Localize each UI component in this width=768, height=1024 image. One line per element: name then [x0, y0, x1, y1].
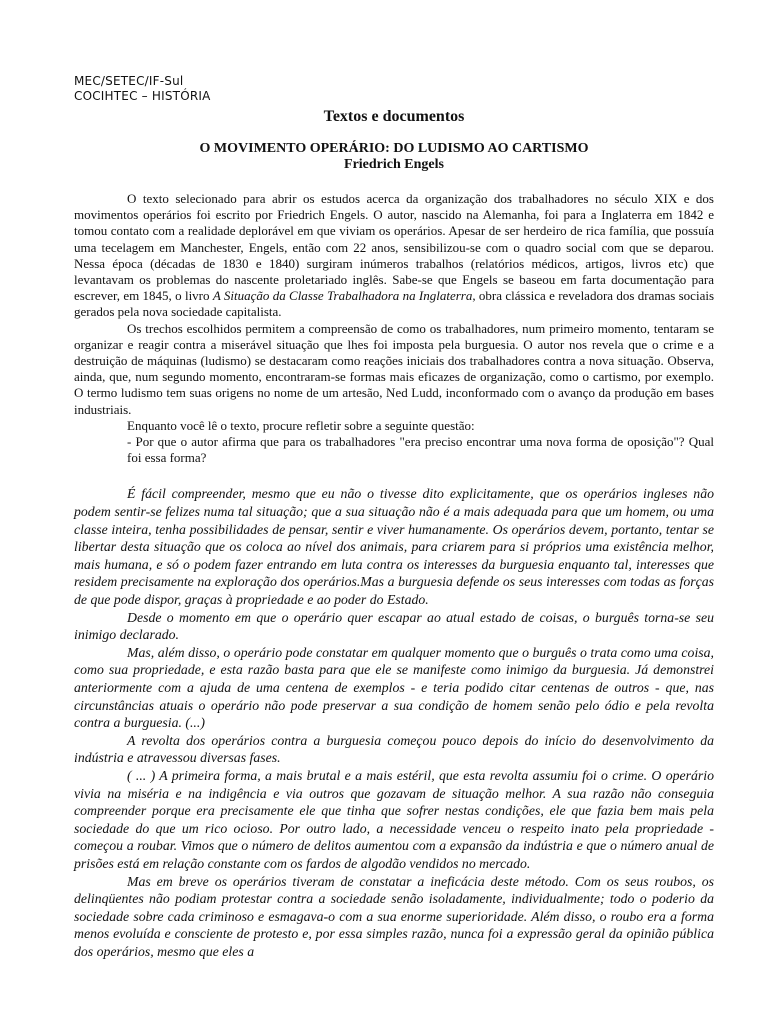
book-title: A Situação da Classe Trabalhadora na Inglaterra: [212, 288, 473, 304]
excerpt-paragraph: ( ... ) A primeira forma, a mais brutal e a mais estéril, que esta revolta assumiu foi o crime. O operário vivia na miséria e na indigência e via outros que gozavam de situação melhor. A sua razão não conseguia compreender porque era precisamente ele que tinha que sofrer nestas condições, ele que fazia bem mais pela sociedade do que um rico ocioso. Por outro lado, a necessidade venceu o respeito inato pela propriedade - começou a roubar. Vimos que o número de delitos aumentou com a expansão da indústria e que o número anual de prisões está em relação constante com os fardos de algodão vendidos no mercado.: [74, 767, 714, 871]
intro-paragraph: Os trechos escolhidos permitem a compreensão de como os trabalhadores, num primeiro momento, tentaram se organizar e reagir contra a miserável situação que lhes foi imposta pela burguesia. O autor nos revela que o crime e a destruição de máquinas (ludismo) se destacaram como reações iniciais dos trabalhadores contra a nova situação. Observa, ainda, que, num segundo momento, encontraram-se formas mais eficazes de organização, como o cartismo, por exemplo. O termo ludismo tem suas origens no nome de um artesão, Ned Ludd, inconformado com o avanço da produção em bases industriais.: [74, 320, 714, 417]
excerpt-section: [74, 485, 714, 960]
intro-text: O texto selecionado para abrir os estudos acerca da organização dos trabalhadores no século XIX e dos movimentos operários foi escrito por Friedrich Engels. O autor, nascido na Alemanha, foi para a Inglaterra em 1842 e tomou contato com a realidade deplorável em que viviam os operários. Apesar de ser herdeiro de rica família, que possuía uma tecelagem em Manchester, Engels, então com 22 anos, sensibilizou-se com o quadro social com que se deparou. Nessa época (décadas de 1830 e 1840) surgiram inúmeros trabalhos (relatórios médicos, artigos, livros etc) que levantavam os problemas do nascente proletariado inglês. Sabe-se que Engels se baseou em farta documentação para escrever, em 1845, o livro: [74, 191, 714, 304]
excerpt-paragraph: Desde o momento em que o operário quer escapar ao atual estado de coisas, o burguês torna-se seu inimigo declarado.: [74, 609, 714, 643]
intro-paragraph: Enquanto você lê o texto, procure refletir sobre a seguinte questão:: [127, 417, 475, 433]
excerpt-paragraph: Mas, além disso, o operário pode constatar em qualquer momento que o burguês o trata como uma coisa, como sua propriedade, e esta razão basta para que ele se manifeste como inimigo da burguesia. Já demonstrei anteriormente com a ajuda de uma centena de exemplos - e teria podido citar centenas de outros - que, nas circunstâncias atuais o operário não pode preservar a sua condição de homem senão pelo ódio e pela revolta contra a burguesia. (...): [74, 644, 714, 731]
guiding-question: - Por que o autor afirma que para os trabalhadores "era preciso encontrar uma nova forma de oposição"? Qual foi essa forma?: [127, 434, 714, 466]
institution-line: MEC/SETEC/IF-Sul: [74, 74, 184, 88]
document-page: [74, 74, 714, 960]
department-line: COCIHTEC – HISTÓRIA: [74, 89, 211, 103]
article-title: O MOVIMENTO OPERÁRIO: DO LUDISMO AO CARTISMO: [199, 141, 589, 156]
excerpt-paragraph: É fácil compreender, mesmo que eu não o tivesse dito explicitamente, que os operários ingleses não podem sentir-se felizes numa tal situação; que a sua situação não é a mais adequada para que um homem, ou uma classe inteira, tenha possibilidades de pensar, sentir e viver humanamente. Os operários devem, portanto, tentar se libertar desta situação que os coloca ao nível dos animais, para criarem para si próprios uma existência melhor, mais humana, e só o podem fazer entrando em luta contra os interesses da burguesia enquanto tal, interesses que residem precisamente na exploração dos operários.Mas a burguesia defende os seus interesses com todas as forças de que pode dispor, graças à propriedade e ao poder do Estado.: [74, 486, 714, 608]
intro-text: , obra clássica e reveladora dos dramas sociais gerados pela nova sociedade capitalista.: [74, 288, 715, 320]
page-title: Textos e documentos: [323, 108, 465, 125]
article-author: Friedrich Engels: [344, 157, 444, 172]
intro-section: [74, 191, 714, 466]
intro-paragraph: [74, 191, 714, 321]
excerpt-paragraph: A revolta dos operários contra a burguesia começou pouco depois do início do desenvolvimento da indústria e atravessou diversas fases.: [74, 732, 714, 766]
excerpt-paragraph: Mas em breve os operários tiveram de constatar a ineficácia deste método. Com os seus roubos, os delinqüentes não podiam protestar contra a sociedade senão isoladamente, individualmente; todo o poderio da sociedade sobre cada criminoso e esmagava-o com a sua enorme superioridade. Além disso, o roubo era a forma menos evoluída e consciente de protesto e, por essa simples razão, nunca foi a expressão geral da opinião pública dos operários, mesmo que eles a: [74, 873, 714, 959]
